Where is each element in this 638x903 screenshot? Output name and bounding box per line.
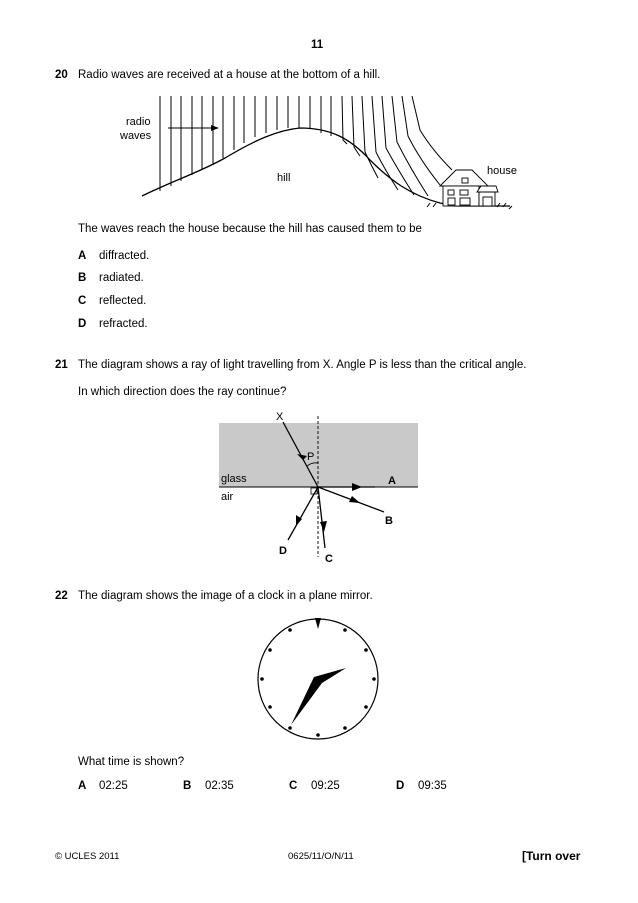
footer-paper-code: 0625/11/O/N/11 [288,851,354,862]
label-hill: hill [277,172,291,184]
q20-option-c-text[interactable]: reflected. [99,295,147,307]
q22-option-d-text[interactable]: 09:35 [418,780,447,792]
label-waves: waves [120,130,152,142]
label-glass: glass [221,473,247,485]
q22-option-a-letter[interactable]: A [78,780,87,792]
label-radio: radio [126,116,151,128]
page-number: 11 [311,39,324,51]
label-ray-a: A [388,475,396,487]
footer-copyright: © UCLES 2011 [55,851,120,862]
q20-option-a-letter[interactable]: A [78,250,87,262]
question-21-stem: The diagram shows a ray of light travelling from X. Angle P is less than the critical angle. [78,359,527,371]
q22-option-b-letter[interactable]: B [183,780,192,792]
label-ray-b: B [385,515,393,527]
q20-option-d-letter[interactable]: D [78,318,87,330]
question-22-stem: The diagram shows the image of a clock in a plane mirror. [78,590,373,602]
label-house: house [487,165,517,177]
q22-option-c-letter[interactable]: C [289,780,298,792]
label-p: P [307,451,315,463]
q20-option-b-letter[interactable]: B [78,272,87,284]
question-20-prompt: The waves reach the house because the hill has caused them to be [78,223,422,235]
q20-option-d-text[interactable]: refracted. [99,318,148,330]
label-air: air [221,491,234,503]
label-ray-d: D [279,545,287,557]
question-22-prompt: What time is shown? [78,756,185,768]
q20-option-b-text[interactable]: radiated. [99,272,144,284]
label-x: X [276,411,284,423]
label-ray-c: C [325,553,333,565]
question-21-prompt: In which direction does the ray continue? [78,386,287,398]
footer-turn-over: [Turn over [522,849,581,863]
question-22-number: 22 [55,590,68,602]
q22-option-a-text[interactable]: 02:25 [99,780,128,792]
question-21-number: 21 [55,359,68,371]
q22-option-b-text[interactable]: 02:35 [205,780,234,792]
q20-option-c-letter[interactable]: C [78,295,87,307]
q22-option-c-text[interactable]: 09:25 [311,780,340,792]
q20-option-a-text[interactable]: diffracted. [99,250,150,262]
q22-option-d-letter[interactable]: D [396,780,405,792]
question-20-stem: Radio waves are received at a house at the bottom of a hill. [78,69,381,81]
question-20-number: 20 [55,69,68,81]
